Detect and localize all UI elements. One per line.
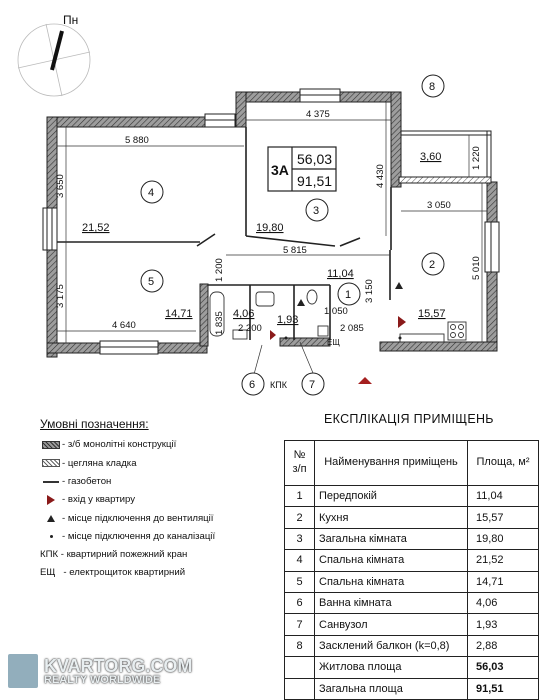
legend-item	[40, 546, 265, 564]
watermark-line2: REALTY WORLDWIDE	[44, 673, 161, 686]
entrance-arrow	[270, 330, 276, 340]
row-num: 4	[285, 550, 315, 571]
living-area-value: 56,03	[468, 657, 539, 678]
entrance-arrow	[398, 316, 406, 328]
watermark-line1: KVARTORG.COM	[44, 655, 193, 676]
dimension-label: 2 200	[238, 323, 262, 334]
sewer-dot	[285, 337, 288, 340]
row-name: Загальна кімната	[315, 528, 468, 549]
row-area: 19,80	[468, 528, 539, 549]
table-row	[285, 614, 539, 635]
electrical-panel	[318, 326, 328, 336]
esch-marker: ЕЩ	[327, 338, 340, 347]
table-row	[285, 507, 539, 528]
legend-item-text: - газобетон	[62, 475, 112, 487]
legend-item-text: - місце підключення до каналізації	[62, 530, 216, 542]
row-name: Передпокій	[315, 486, 468, 507]
table-row	[285, 528, 539, 549]
legend-item	[40, 473, 265, 491]
dimension-label: 5 010	[471, 256, 482, 280]
wall	[391, 92, 401, 187]
ventilation-triangle-icon	[40, 513, 62, 523]
stove	[448, 322, 466, 340]
toilet	[307, 290, 317, 304]
dimension-label: 3 150	[364, 279, 375, 303]
row-num: 8	[285, 635, 315, 656]
entrance-arrow-icon	[40, 495, 62, 505]
wall	[236, 92, 246, 127]
dimension-label: 5 880	[125, 135, 149, 146]
row-name: Санвузол	[315, 614, 468, 635]
legend-item-text: КПК - квартирний пожежний кран	[40, 549, 188, 561]
room-area: 14,71	[165, 308, 193, 320]
dimension-label: 4 640	[112, 320, 136, 331]
room-area: 3,60	[420, 151, 442, 163]
row-area: 4,06	[468, 592, 539, 613]
sewer-dot-icon	[40, 532, 62, 542]
room-area: 19,80	[256, 222, 284, 234]
row-area: 2,88	[468, 635, 539, 656]
legend-item	[40, 436, 265, 454]
wall	[399, 177, 491, 183]
watermark	[8, 654, 192, 688]
apartment-id-box	[268, 147, 336, 191]
legend-item-text: - місце підключення до вентиляції	[62, 512, 214, 524]
dimension-label: 1 220	[471, 146, 482, 170]
dimension-label: 4 430	[375, 164, 386, 188]
header-area: Площа, м²	[468, 441, 539, 486]
room-number: 5	[148, 276, 155, 288]
room-number: 3	[313, 205, 320, 217]
dimension-label: 3 650	[55, 174, 66, 198]
watermark-text	[44, 657, 192, 686]
dimension-label: 1 050	[324, 306, 348, 317]
table-header-row	[285, 441, 539, 486]
wall	[280, 338, 330, 346]
room-number: 4	[148, 187, 155, 199]
window	[43, 208, 57, 250]
room-area: 11,04	[327, 268, 354, 280]
table-row	[285, 550, 539, 571]
total-area-row	[285, 678, 539, 699]
row-num	[285, 657, 315, 678]
room-number: 8	[429, 81, 436, 93]
brick-hatch-icon	[40, 458, 62, 468]
legend-item-text: - з/б монолітні конструкції	[62, 439, 177, 451]
legend-title: Умовні позначення:	[40, 417, 149, 431]
legend-item	[40, 527, 265, 545]
living-area-row	[285, 657, 539, 678]
dimension-label: 1 200	[214, 258, 225, 282]
room-area: 15,57	[418, 308, 446, 320]
explication-table	[284, 440, 539, 700]
legend-item	[40, 491, 265, 509]
row-num: 3	[285, 528, 315, 549]
total-area-label: Загальна площа	[315, 678, 468, 699]
sewer-dot	[399, 337, 402, 340]
compass	[18, 13, 90, 96]
row-area: 11,04	[468, 486, 539, 507]
entrance-marker-triangle	[358, 377, 372, 384]
table-row	[285, 571, 539, 592]
dimension-label: 5 815	[283, 245, 307, 256]
living-area-label: Житлова площа	[315, 657, 468, 678]
compass-north-label: Пн	[63, 13, 79, 27]
table-row	[285, 592, 539, 613]
kpk-marker: КПК	[270, 380, 287, 390]
ventilation-triangle	[395, 282, 403, 289]
table-row	[285, 486, 539, 507]
dimension-label: 2 085	[340, 323, 364, 334]
row-num: 1	[285, 486, 315, 507]
watermark-logo-icon	[8, 654, 38, 688]
legend	[40, 418, 265, 582]
row-area: 1,93	[468, 614, 539, 635]
apartment-living-area: 56,03	[297, 151, 333, 167]
legend-item	[40, 564, 265, 582]
row-area: 15,57	[468, 507, 539, 528]
row-name: Спальна кімната	[315, 550, 468, 571]
row-num	[285, 678, 315, 699]
row-num: 5	[285, 571, 315, 592]
wall	[380, 342, 497, 351]
gasconcrete-line-icon	[40, 477, 62, 487]
room-number: 1	[345, 289, 352, 301]
legend-item-text: - вхід у квартиру	[62, 494, 136, 506]
sink	[256, 292, 274, 306]
apartment-total-area: 91,51	[297, 173, 333, 189]
apartment-label: 3А	[271, 162, 289, 178]
row-name: Ванна кімната	[315, 592, 468, 613]
row-num: 6	[285, 592, 315, 613]
row-name: Спальна кімната	[315, 571, 468, 592]
row-name: Засклений балкон (k=0,8)	[315, 635, 468, 656]
explication-title: ЕКСПЛІКАЦІЯ ПРИМІЩЕНЬ	[324, 412, 494, 426]
total-area-value: 91,51	[468, 678, 539, 699]
row-area: 14,71	[468, 571, 539, 592]
dimension-label: 3 050	[427, 200, 451, 211]
room-number: 6	[249, 379, 256, 391]
legend-item-text: ЕЩ - електрощиток квартирний	[40, 567, 186, 579]
monolith-hatch-icon	[40, 440, 62, 450]
row-area: 21,52	[468, 550, 539, 571]
legend-item-text: - цегляна кладка	[62, 457, 137, 469]
window	[485, 222, 499, 272]
wall	[200, 284, 208, 346]
legend-item	[40, 454, 265, 472]
legend-item	[40, 509, 265, 527]
dimension-label: 3 175	[55, 284, 66, 308]
table-row	[285, 635, 539, 656]
row-num: 2	[285, 507, 315, 528]
room-area: 21,52	[82, 222, 110, 234]
row-num: 7	[285, 614, 315, 635]
ventilation-triangle	[297, 299, 305, 306]
room-area: 1,93	[277, 314, 299, 326]
kitchen-counter	[400, 334, 444, 342]
header-num: № з/п	[285, 441, 315, 486]
room-number: 2	[429, 259, 436, 271]
room-number: 7	[309, 379, 316, 391]
dimension-label: 1 835	[214, 311, 225, 335]
header-name: Найменування приміщень	[315, 441, 468, 486]
compass-needle	[52, 31, 62, 70]
room-area: 4,06	[233, 308, 255, 320]
dimension-label: 4 375	[306, 109, 330, 120]
row-name: Кухня	[315, 507, 468, 528]
